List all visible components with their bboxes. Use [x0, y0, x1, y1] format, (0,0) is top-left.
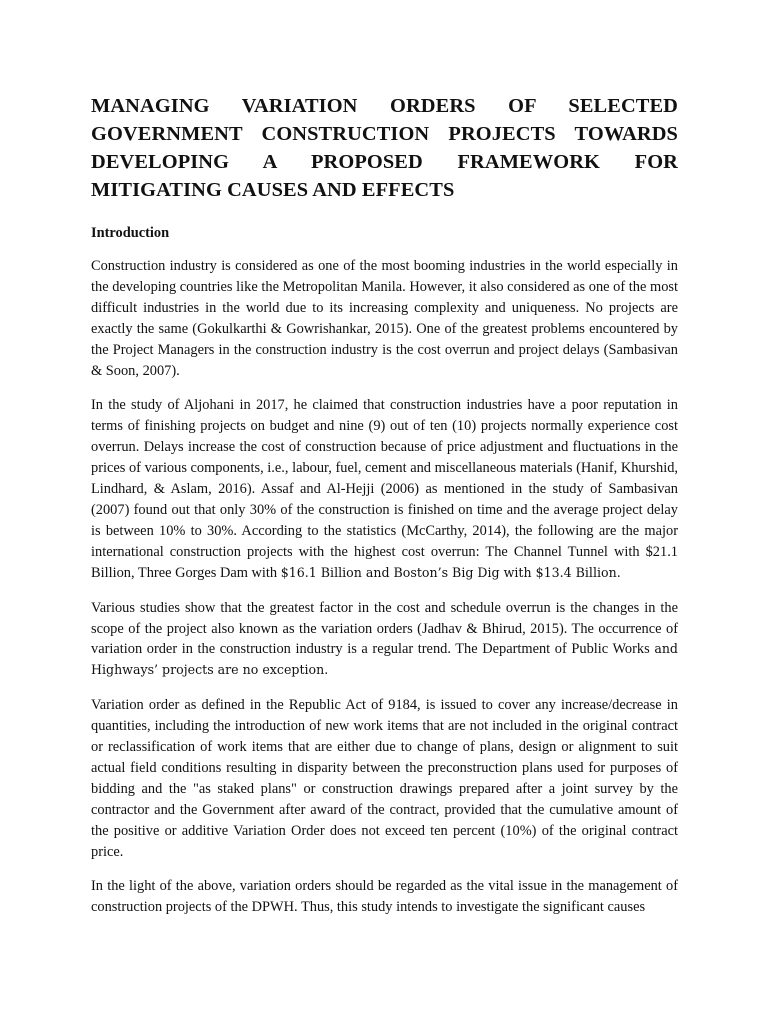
paragraph-text: In the study of Aljohani in 2017, he claimed that construction industries have a poor reputation in terms of finishing projects on budget and nine (9) out of ten (10) projects normally experience cost overrun. Delays increase the cost of construction because of price adjustment and fluctuations in the prices of various components, i.e., labour, fuel, cement and miscellaneous materials (Hanif, Khurshid, Lindhard, & Aslam, 2016). Assaf and Al-Hejji (2006) as mentioned in the study of Sambasivan (2007) found out that only 30% of the construction is finished on time and the average project delay is between 10% to 30%. According to the statistics (McCarthy, 2014), the following are the major international construction projects with the highest cost overrun: The Channel Tunnel with $21.1 Billion, Three Gorges Dam with	[91, 397, 678, 581]
body-paragraph	[91, 598, 678, 682]
title-line: MITIGATING CAUSES AND EFFECTS	[91, 179, 455, 201]
body-paragraph: Construction industry is considered as one of the most booming industries in the world especially in the developing countries like the Metropolitan Manila. However, it also considered as one of the most difficult industries in the world due to its increasing complexity and uniqueness. No projects are exactly the same (Gokulkarthi & Gowrishankar, 2015). One of the greatest problems encountered by the Project Managers in the construction industry is the cost overrun and project delays (Sambasivan & Soon, 2007).	[91, 258, 678, 379]
document-page	[91, 92, 678, 918]
body-paragraph: In the light of the above, variation orders should be regarded as the vital issue in the management of construction projects of the DPWH. Thus, this study intends to investigate the significant causes	[91, 878, 678, 916]
paragraph-text-alt-font: $16.1 Billion and Boston’s Big Dig with $13.4 Billion.	[280, 564, 621, 580]
title-line: MANAGING VARIATION ORDERS OF SELECTED	[91, 95, 678, 117]
body-paragraph	[91, 395, 678, 583]
title-line: GOVERNMENT CONSTRUCTION PROJECTS TOWARDS	[91, 123, 678, 145]
title-line: DEVELOPING A PROPOSED FRAMEWORK FOR	[91, 151, 678, 173]
document-title	[91, 92, 678, 204]
paragraph-text: Various studies show that the greatest factor in the cost and schedule overrun is the changes in the scope of the project also known as the variation orders (Jadhav & Bhirud, 2015). The occurrence of variation order in the construction industry is a regular trend. The Department of Public Works	[91, 599, 678, 658]
paragraph-text-alt-font: and Highways’ projects are no exception.	[91, 641, 678, 678]
body-paragraph: Variation order as defined in the Republic Act of 9184, is issued to cover any increase/decrease in quantities, including the introduction of new work items that are not included in the original contract or reclassification of work items that are either due to change of plans, design or alignment to suit actual field conditions resulting in disparity between the preconstruction plans used for purposes of bidding and the "as staked plans" or construction drawings prepared after a joint survey by the contractor and the Government after award of the contract, provided that the cumulative amount of the positive or additive Variation Order does not exceed ten percent (10%) of the original contract price.	[91, 697, 678, 860]
section-heading: Introduction	[91, 225, 170, 241]
